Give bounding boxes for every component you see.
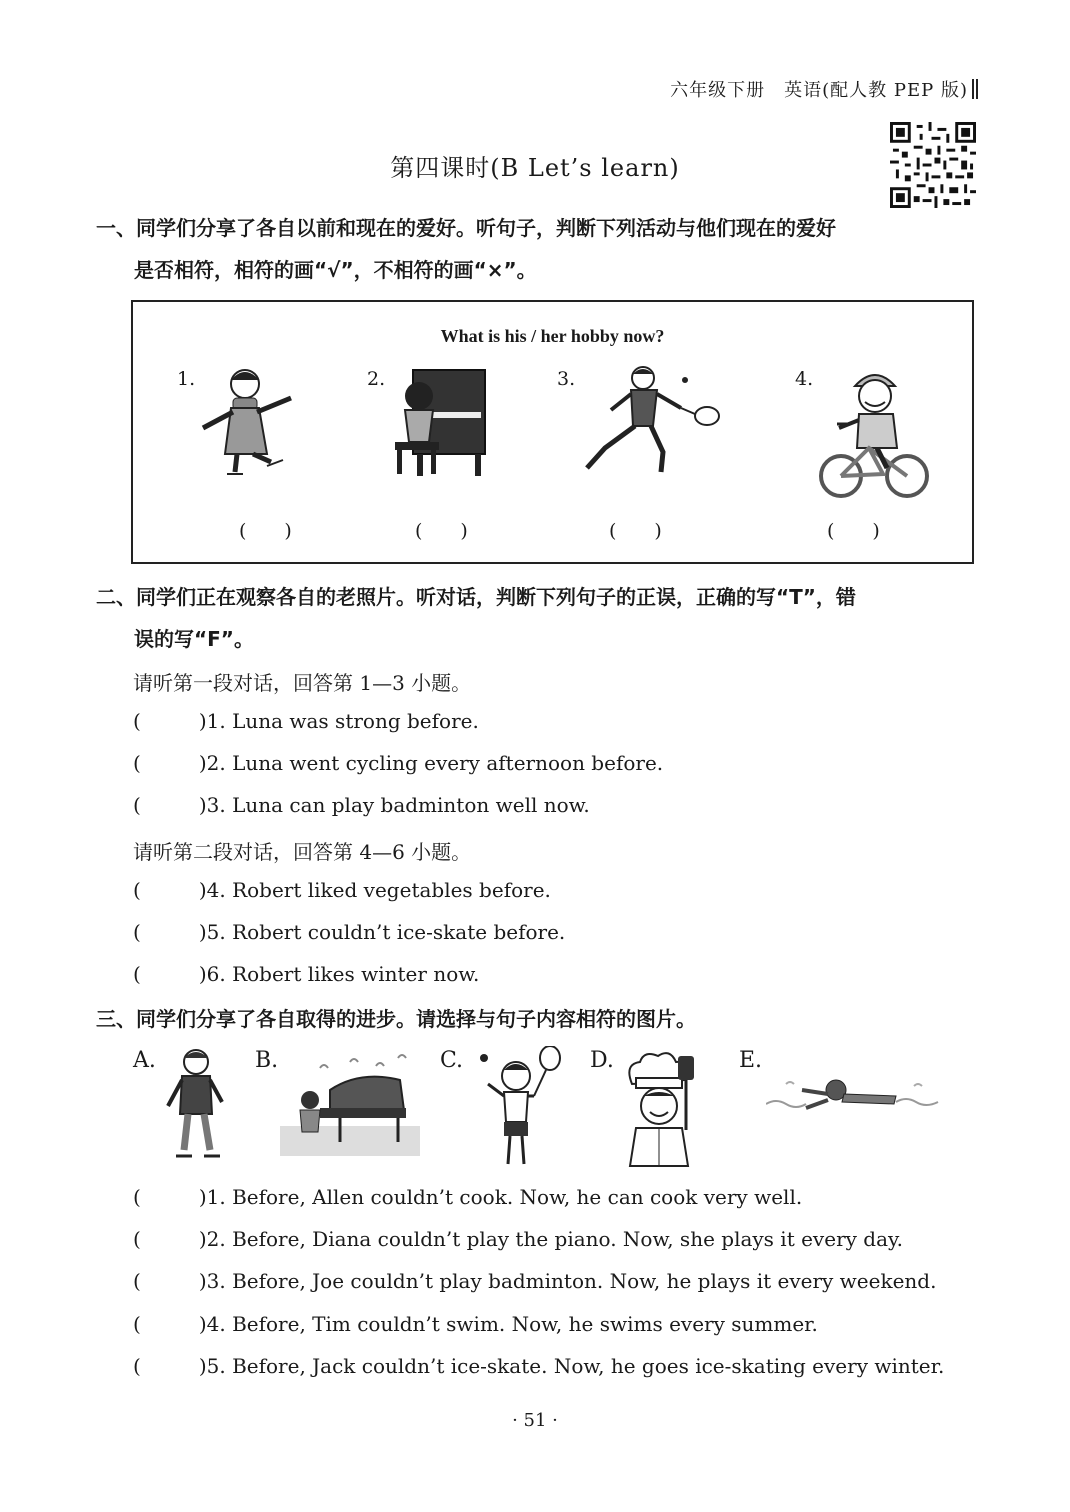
answer-blank-close: ) — [198, 1227, 207, 1251]
picture-label-c: C. — [440, 1048, 464, 1073]
answer-blank-open[interactable]: ( — [133, 1354, 141, 1378]
answer-paren-1[interactable]: ( ) — [239, 520, 292, 542]
boy-with-racket-icon — [470, 1046, 566, 1170]
question-text: 1. Luna was strong before. — [206, 709, 479, 733]
question-text: 2. Before, Diana couldn’t play the piano. Now, she plays it every day. — [206, 1227, 904, 1251]
question-text: 6. Robert likes winter now. — [206, 962, 480, 986]
section-3-heading: 三、同学们分享了各自取得的进步。请选择与句子内容相符的图片。 — [96, 1007, 696, 1031]
question-item — [133, 793, 590, 817]
header-text: 六年级下册 英语(配人教 PEP 版) — [670, 80, 968, 101]
page-number: · 51 · — [512, 1410, 558, 1431]
box-title: What is his / her hobby now? — [440, 326, 665, 346]
swimmer-icon — [766, 1074, 940, 1120]
section-2-line-1: 二、同学们正在观察各自的老照片。听对话，判断下列句子的正误，正确的写“T”，错 — [96, 585, 856, 609]
answer-blank-close: ) — [198, 1269, 207, 1293]
picture-label-d: D. — [590, 1048, 614, 1073]
picture-number-3: 3. — [557, 368, 576, 390]
answer-blank-open[interactable]: ( — [133, 1312, 141, 1336]
boy-playing-badminton-icon — [581, 364, 723, 478]
answer-blank-open[interactable]: ( — [133, 920, 141, 944]
answer-blank-close: ) — [198, 709, 207, 733]
question-text: 5. Robert couldn’t ice-skate before. — [206, 920, 566, 944]
section-2-line-2: 误的写“F”。 — [134, 627, 254, 651]
answer-blank-close: ) — [198, 920, 207, 944]
hobby-picture-box — [131, 300, 974, 564]
girl-playing-piano-icon — [389, 366, 489, 478]
boy-chef-icon — [622, 1050, 702, 1168]
answer-blank-close: ) — [198, 962, 207, 986]
section-1-line-1: 一、同学们分享了各自以前和现在的爱好。听句子，判断下列活动与他们现在的爱好 — [96, 216, 836, 240]
answer-paren-2[interactable]: ( ) — [415, 520, 468, 542]
answer-blank-open[interactable]: ( — [133, 878, 141, 902]
boy-cycling-icon — [817, 364, 931, 502]
header-double-bar — [972, 79, 974, 99]
answer-blank-close: ) — [198, 751, 207, 775]
question-text: 3. Before, Joe couldn’t play badminton. Now, he plays it every weekend. — [206, 1269, 937, 1293]
answer-blank-open[interactable]: ( — [133, 1185, 141, 1209]
picture-label-b: B. — [255, 1048, 279, 1073]
question-text: 5. Before, Jack couldn’t ice-skate. Now, he goes ice-skating every winter. — [206, 1354, 945, 1378]
question-item — [133, 1312, 818, 1336]
question-item — [133, 920, 565, 944]
question-item — [133, 751, 663, 775]
answer-blank-close: ) — [198, 1354, 207, 1378]
picture-number-4: 4. — [795, 368, 814, 390]
boy-ice-skating-icon — [160, 1046, 230, 1164]
answer-blank-close: ) — [198, 793, 207, 817]
answer-blank-open[interactable]: ( — [133, 793, 141, 817]
picture-label-a: A. — [133, 1048, 156, 1073]
question-item — [133, 1354, 944, 1378]
picture-number-1: 1. — [177, 368, 196, 390]
question-item — [133, 962, 479, 986]
answer-blank-open[interactable]: ( — [133, 1269, 141, 1293]
answer-blank-open[interactable]: ( — [133, 962, 141, 986]
picture-number-2: 2. — [367, 368, 386, 390]
answer-blank-close: ) — [198, 878, 207, 902]
answer-paren-3[interactable]: ( ) — [609, 520, 662, 542]
section-2-heading — [96, 576, 986, 660]
question-item — [133, 709, 479, 733]
dialogue-2-instruction: 请听第二段对话，回答第 4—6 小题。 — [133, 840, 472, 864]
question-item — [133, 1185, 802, 1209]
question-text: 3. Luna can play badminton well now. — [206, 793, 590, 817]
question-text: 4. Before, Tim couldn’t swim. Now, he swims every summer. — [206, 1312, 818, 1336]
section-1-line-2: 是否相符，相符的画“√”，不相符的画“×”。 — [134, 258, 537, 282]
question-text: 2. Luna went cycling every afternoon before. — [206, 751, 664, 775]
answer-blank-open[interactable]: ( — [133, 751, 141, 775]
answer-paren-4[interactable]: ( ) — [827, 520, 880, 542]
dialogue-1-instruction: 请听第一段对话，回答第 1—3 小题。 — [133, 671, 472, 695]
ice-skating-girl-icon — [197, 362, 297, 480]
question-text: 4. Robert liked vegetables before. — [206, 878, 551, 902]
page-header — [670, 76, 974, 102]
girl-at-grand-piano-icon — [280, 1050, 420, 1156]
answer-blank-open[interactable]: ( — [133, 709, 141, 733]
question-text: 1. Before, Allen couldn’t cook. Now, he can cook very well. — [206, 1185, 803, 1209]
question-item — [133, 1269, 936, 1293]
question-item — [133, 878, 551, 902]
answer-blank-open[interactable]: ( — [133, 1227, 141, 1251]
page-title: 第四课时(B Let’s learn) — [390, 154, 680, 182]
answer-blank-close: ) — [198, 1185, 207, 1209]
answer-blank-close: ) — [198, 1312, 207, 1336]
section-1-heading — [96, 207, 986, 291]
picture-label-e: E. — [739, 1048, 763, 1073]
question-item — [133, 1227, 903, 1251]
